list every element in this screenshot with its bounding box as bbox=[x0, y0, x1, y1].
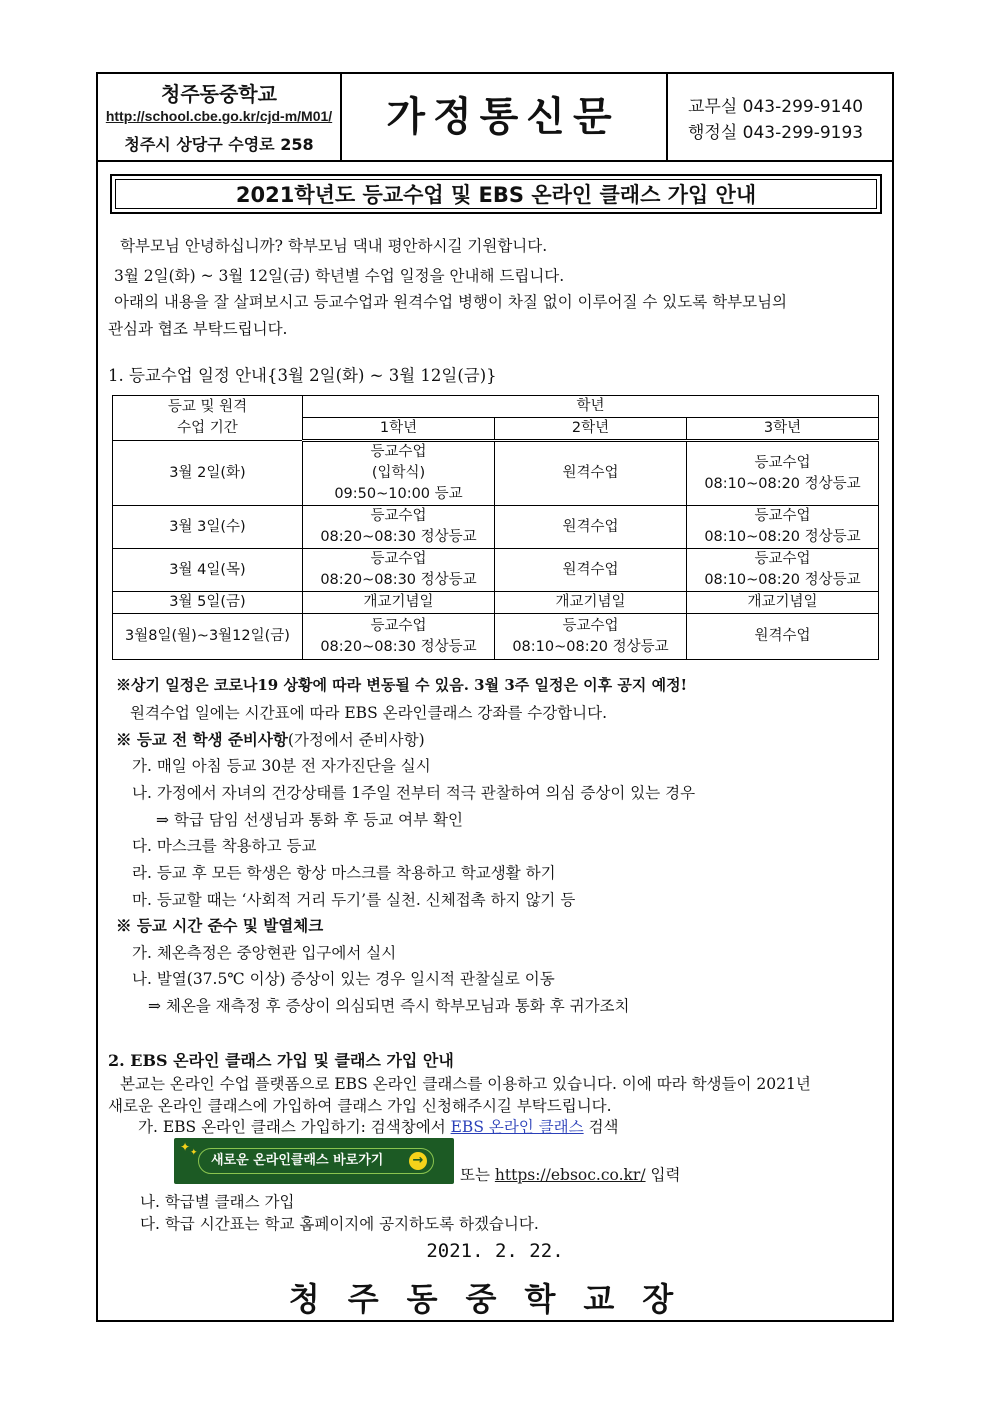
section2-item-b: 나. 학급별 클래스 가입 bbox=[140, 1193, 295, 1211]
prep-item-b: 나. 가정에서 자녀의 건강상태를 1주일 전부터 적극 관찰하여 의심 증상이 있는 경우 bbox=[132, 784, 696, 802]
section2-item-a bbox=[138, 1115, 619, 1137]
intro-line-1: 학부모님 안녕하십니까? 학부모님 댁내 평안하시길 기원합니다. bbox=[120, 237, 548, 255]
prep-title bbox=[116, 728, 425, 750]
row-date: 3월8일(월)~3월12일(금) bbox=[113, 614, 303, 660]
header-grade1: 1학년 bbox=[303, 418, 495, 441]
cell-line: 08:20~08:30 정상등교 bbox=[320, 529, 477, 545]
cell-line: 등교수업 bbox=[370, 617, 427, 634]
school-url-link[interactable]: http://school.cbe.go.kr/cjd-m/M01/ bbox=[105, 108, 333, 124]
cell-line: 등교수업 bbox=[754, 551, 811, 567]
school-info bbox=[98, 74, 342, 160]
header-grade3: 3학년 bbox=[687, 418, 879, 441]
prep-title-rest: (가정에서 준비사항) bbox=[287, 731, 425, 749]
school-address: 청주시 상당구 수영로 258 bbox=[124, 135, 314, 154]
principal-signature: 청주동중학교장 bbox=[288, 1280, 702, 1318]
cell-line: 08:10~08:20 정상등교 bbox=[704, 572, 861, 588]
table-row bbox=[113, 506, 879, 549]
ebsoc-url-link[interactable]: https://ebsoc.co.kr/ bbox=[494, 1166, 646, 1184]
intro-line-2: 3월 2일(화) ~ 3월 12일(금) 학년별 수업 일정을 안내해 드립니다. bbox=[114, 267, 565, 285]
check-item-a: 가. 체온측정은 중앙현관 입구에서 실시 bbox=[132, 944, 397, 962]
school-name: 청주동중학교 bbox=[161, 82, 277, 106]
section2-item-c: 다. 학급 시간표는 학교 홈페이지에 공지하도록 하겠습니다. bbox=[140, 1215, 539, 1233]
table-row bbox=[113, 592, 879, 614]
notice-title: 2021학년도 등교수업 및 EBS 온라인 클래스 가입 안내 bbox=[115, 179, 877, 209]
row-grade3: 원격수업 bbox=[687, 614, 879, 660]
url-suffix: 입력 bbox=[645, 1166, 681, 1184]
cell-line: 등교수업 bbox=[562, 617, 619, 634]
table-header-row bbox=[113, 396, 879, 418]
row-grade2: 원격수업 bbox=[495, 506, 687, 549]
prep-item-a: 가. 매일 아침 등교 30분 전 자가진단을 실시 bbox=[132, 757, 431, 775]
row-grade2: 원격수업 bbox=[495, 441, 687, 506]
header-grade: 학년 bbox=[303, 396, 879, 418]
cell-line: 08:10~08:20 정상등교 bbox=[704, 529, 861, 545]
url-line bbox=[460, 1163, 680, 1185]
cell-line: (입학식) bbox=[371, 465, 426, 481]
cell-line: 08:20~08:30 정상등교 bbox=[320, 638, 477, 655]
row-grade1 bbox=[303, 506, 495, 549]
check-item-b-sub: ⇒ 체온을 재측정 후 증상이 의심되면 즉시 학부모님과 통화 후 귀가조치 bbox=[148, 997, 630, 1015]
row-grade3: 개교기념일 bbox=[687, 592, 879, 614]
prep-item-e: 마. 등교할 때는 ‘사회적 거리 두기’를 실천. 신체접촉 하지 않기 등 bbox=[132, 891, 576, 909]
row-grade1 bbox=[303, 549, 495, 592]
cell-line: 등교수업 bbox=[370, 508, 427, 524]
or-text: 또는 bbox=[460, 1166, 495, 1184]
newsletter-frame bbox=[96, 72, 894, 1322]
intro-line-4: 관심과 협조 부탁드립니다. bbox=[108, 320, 288, 338]
item-a-prefix: 가. EBS 온라인 클래스 가입하기: 검색창에서 bbox=[138, 1118, 451, 1136]
header-period bbox=[113, 396, 303, 441]
prep-item-b-sub: ⇒ 학급 담임 선생님과 통화 후 등교 여부 확인 bbox=[156, 811, 463, 829]
check-item-b: 나. 발열(37.5℃ 이상) 증상이 있는 경우 일시적 관찰실로 이동 bbox=[132, 970, 555, 988]
header-period-line2: 수업 기간 bbox=[177, 420, 238, 436]
cell-line: 08:10~08:20 정상등교 bbox=[512, 638, 669, 655]
ebs-button-label: 새로운 온라인클래스 바로가기 bbox=[211, 1153, 384, 1168]
notice-warning: ※상기 일정은 코로나19 상황에 따라 변동될 수 있음. 3월 3주 일정은 이후 공지 예정! bbox=[116, 676, 688, 694]
ebs-search-link[interactable]: EBS 온라인 클래스 bbox=[450, 1118, 584, 1136]
table-row bbox=[113, 441, 879, 506]
arrow-right-icon: → bbox=[409, 1152, 427, 1170]
cell-line: 등교수업 bbox=[754, 454, 811, 471]
notice-remote: 원격수업 일에는 시간표에 따라 EBS 온라인클래스 강좌를 수강합니다. bbox=[130, 704, 608, 722]
cell-line: 09:50~10:00 등교 bbox=[334, 486, 463, 502]
row-grade2: 개교기념일 bbox=[495, 592, 687, 614]
cell-line: 등교수업 bbox=[754, 508, 811, 524]
row-grade2 bbox=[495, 614, 687, 660]
table-row bbox=[113, 549, 879, 592]
prep-item-c: 다. 마스크를 착용하고 등교 bbox=[132, 837, 317, 855]
phone-office: 교무실 043-299-9140 bbox=[688, 97, 864, 117]
header-grade2: 2학년 bbox=[495, 418, 687, 441]
cell-line: 등교수업 bbox=[370, 444, 427, 460]
row-grade3 bbox=[687, 506, 879, 549]
row-grade1 bbox=[303, 614, 495, 660]
row-date: 3월 2일(화) bbox=[113, 441, 303, 506]
sparkle-icon: ✦ bbox=[180, 1140, 191, 1154]
intro-line-3: 아래의 내용을 잘 살펴보시고 등교수업과 원격수업 병행이 차질 없이 이루어질 수 있도록 학부모님의 bbox=[114, 293, 788, 311]
ebs-button-pill bbox=[198, 1148, 434, 1174]
page-title: 가정통신문 bbox=[340, 74, 668, 160]
phone-numbers bbox=[688, 94, 863, 146]
issue-date: 2021. 2. 22. bbox=[426, 1240, 564, 1262]
row-date: 3월 3일(수) bbox=[113, 506, 303, 549]
sparkle-icon: ✦ bbox=[190, 1148, 198, 1158]
row-grade1: 개교기념일 bbox=[303, 592, 495, 614]
section2-body-1: 본교는 온라인 수업 플랫폼으로 EBS 온라인 클래스를 이용하고 있습니다. 이에 따라 학생들이 2021년 bbox=[120, 1075, 811, 1093]
schedule-table bbox=[112, 395, 879, 660]
prep-title-bold: ※ 등교 전 학생 준비사항 bbox=[116, 730, 288, 749]
notice-title-box bbox=[110, 174, 882, 214]
header bbox=[98, 74, 892, 162]
table-row bbox=[113, 614, 879, 660]
row-grade2: 원격수업 bbox=[495, 549, 687, 592]
ebs-online-class-button[interactable] bbox=[174, 1138, 454, 1184]
section1-title: 1. 등교수업 일정 안내{3월 2일(화) ~ 3월 12일(금)} bbox=[108, 366, 497, 385]
item-a-suffix: 검색 bbox=[583, 1118, 619, 1136]
header-period-line1: 등교 및 원격 bbox=[167, 399, 248, 415]
cell-line: 등교수업 bbox=[370, 551, 427, 567]
row-grade3 bbox=[687, 441, 879, 506]
row-date: 3월 5일(금) bbox=[113, 592, 303, 614]
check-title: ※ 등교 시간 준수 및 발열체크 bbox=[116, 916, 324, 935]
row-grade3 bbox=[687, 549, 879, 592]
row-date: 3월 4일(목) bbox=[113, 549, 303, 592]
section2-title: 2. EBS 온라인 클래스 가입 및 클래스 가입 안내 bbox=[108, 1051, 454, 1070]
section2-body-2: 새로운 온라인 클래스에 가입하여 클래스 가입 신청해주시길 부탁드립니다. bbox=[108, 1097, 612, 1115]
phone-admin: 행정실 043-299-9193 bbox=[688, 123, 864, 143]
cell-line: 08:10~08:20 정상등교 bbox=[704, 475, 861, 492]
row-grade1 bbox=[303, 441, 495, 506]
cell-line: 08:20~08:30 정상등교 bbox=[320, 572, 477, 588]
prep-item-d: 라. 등교 후 모든 학생은 항상 마스크를 착용하고 학교생활 하기 bbox=[132, 864, 556, 882]
